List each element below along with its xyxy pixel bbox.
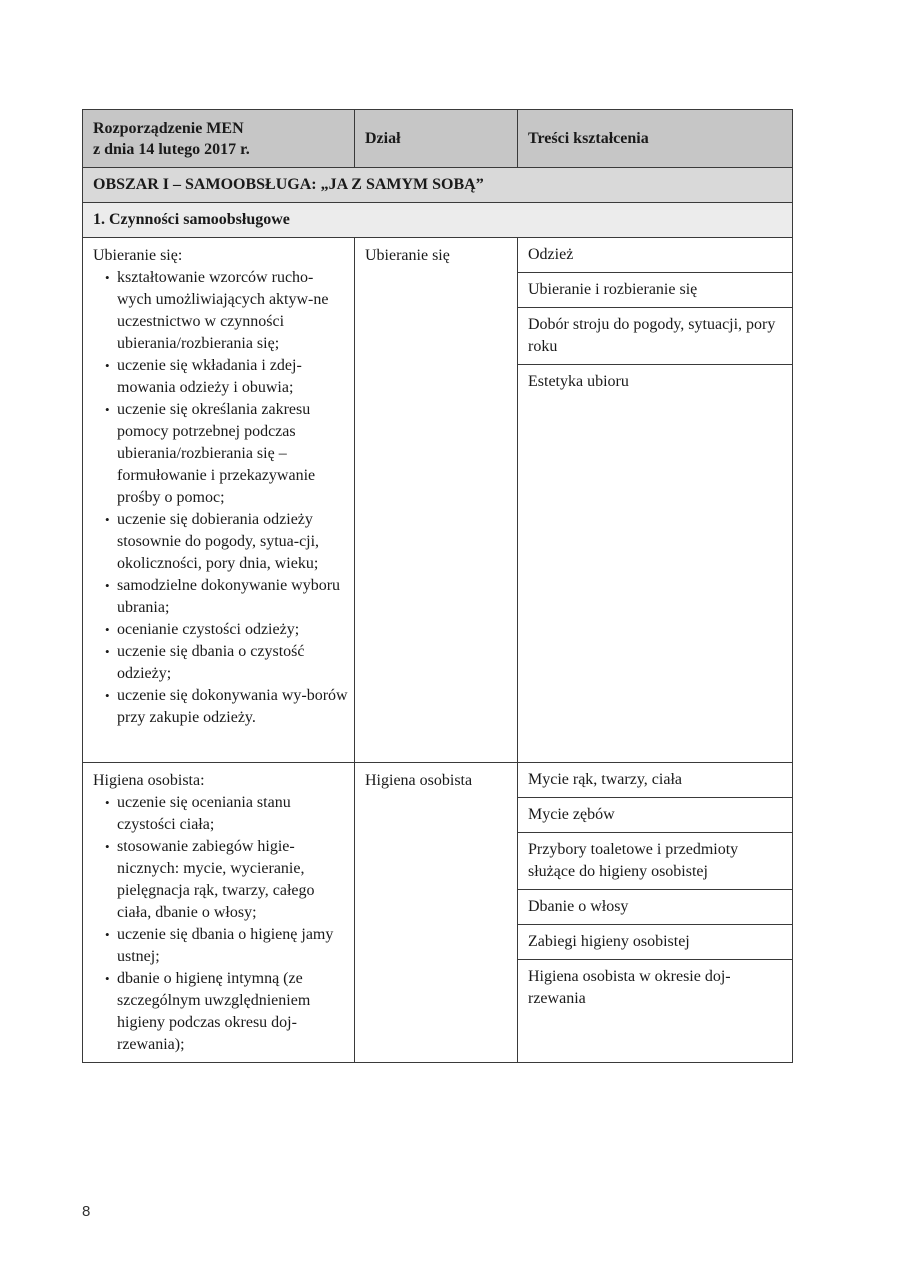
table-row bbox=[83, 763, 793, 1063]
list-item: • uczenie się dokonywania wy-borów przy zakupie odzieży. bbox=[107, 685, 348, 729]
list-item: • kształtowanie wzorców rucho-wych umożliwiających aktyw-ne uczestnictwo w czynności ubierania/rozbierania się; bbox=[107, 267, 348, 355]
list-item: • samodzielne dokonywanie wyboru ubrania; bbox=[107, 575, 348, 619]
page-number: 8 bbox=[82, 1203, 91, 1220]
area-title: OBSZAR I – SAMOOBSŁUGA: „JA Z SAMYM SOBĄ” bbox=[83, 168, 793, 203]
content-item: Odzież bbox=[518, 238, 792, 273]
subsection-title-row bbox=[83, 203, 793, 238]
content-item: Przybory toaletowe i przedmioty służące do higieny osobistej bbox=[518, 833, 792, 890]
header-regulation-line1: Rozporządzenie MEN bbox=[93, 119, 244, 137]
list-item: • uczenie się wkładania i zdej-mowania odzieży i obuwia; bbox=[107, 355, 348, 399]
list-item: • ocenianie czystości odzieży; bbox=[107, 619, 348, 641]
list-item: • uczenie się dbania o higienę jamy ustnej; bbox=[107, 924, 348, 968]
content-item: Mycie zębów bbox=[518, 798, 792, 833]
subsection-title: 1. Czynności samoobsługowe bbox=[83, 203, 793, 238]
list-item: • uczenie się określania zakresu pomocy potrzebnej podczas ubierania/rozbierania się – formułowanie i przekazywanie prośby o pomoc; bbox=[107, 399, 348, 509]
contents-cell bbox=[518, 238, 793, 763]
regulation-cell bbox=[83, 238, 355, 763]
department-cell: Ubieranie się bbox=[355, 238, 518, 763]
content-item: Higiena osobista w okresie doj-rzewania bbox=[528, 968, 731, 1007]
content-item: Dobór stroju do pogody, sytuacji, pory roku bbox=[518, 308, 792, 365]
content-item: Zabiegi higieny osobistej bbox=[518, 925, 792, 960]
content-item: Estetyka ubioru bbox=[528, 373, 629, 390]
contents-cell bbox=[518, 763, 793, 1063]
table-row bbox=[83, 238, 793, 763]
curriculum-table bbox=[82, 109, 793, 1063]
regulation-lead: Higiena osobista: bbox=[93, 772, 205, 789]
content-item: Ubieranie i rozbieranie się bbox=[518, 273, 792, 308]
header-regulation-line2: z dnia 14 lutego 2017 r. bbox=[93, 140, 250, 158]
list-item: • stosowanie zabiegów higie-nicznych: mycie, wycieranie, pielęgnacja rąk, twarzy, całego ciała, dbanie o włosy; bbox=[107, 836, 348, 924]
header-department: Dział bbox=[355, 110, 518, 168]
regulation-list bbox=[93, 792, 348, 1056]
list-item: • uczenie się dbania o czystość odzieży; bbox=[107, 641, 348, 685]
list-item: • dbanie o higienę intymną (ze szczególnym uwzględnieniem higieny podczas okresu doj-rzewania); bbox=[107, 968, 348, 1056]
regulation-cell bbox=[83, 763, 355, 1063]
regulation-lead: Ubieranie się: bbox=[93, 247, 183, 264]
content-item: Mycie rąk, twarzy, ciała bbox=[518, 763, 792, 798]
area-title-row bbox=[83, 168, 793, 203]
table-header-row bbox=[83, 110, 793, 168]
list-item: • uczenie się oceniania stanu czystości ciała; bbox=[107, 792, 348, 836]
content-item: Dbanie o włosy bbox=[518, 890, 792, 925]
header-regulation bbox=[83, 110, 355, 168]
list-item: • uczenie się dobierania odzieży stosownie do pogody, sytua-cji, okoliczności, pory dnia, wieku; bbox=[107, 509, 348, 575]
regulation-list bbox=[93, 267, 348, 729]
header-contents: Treści kształcenia bbox=[518, 110, 793, 168]
department-cell: Higiena osobista bbox=[355, 763, 518, 1063]
